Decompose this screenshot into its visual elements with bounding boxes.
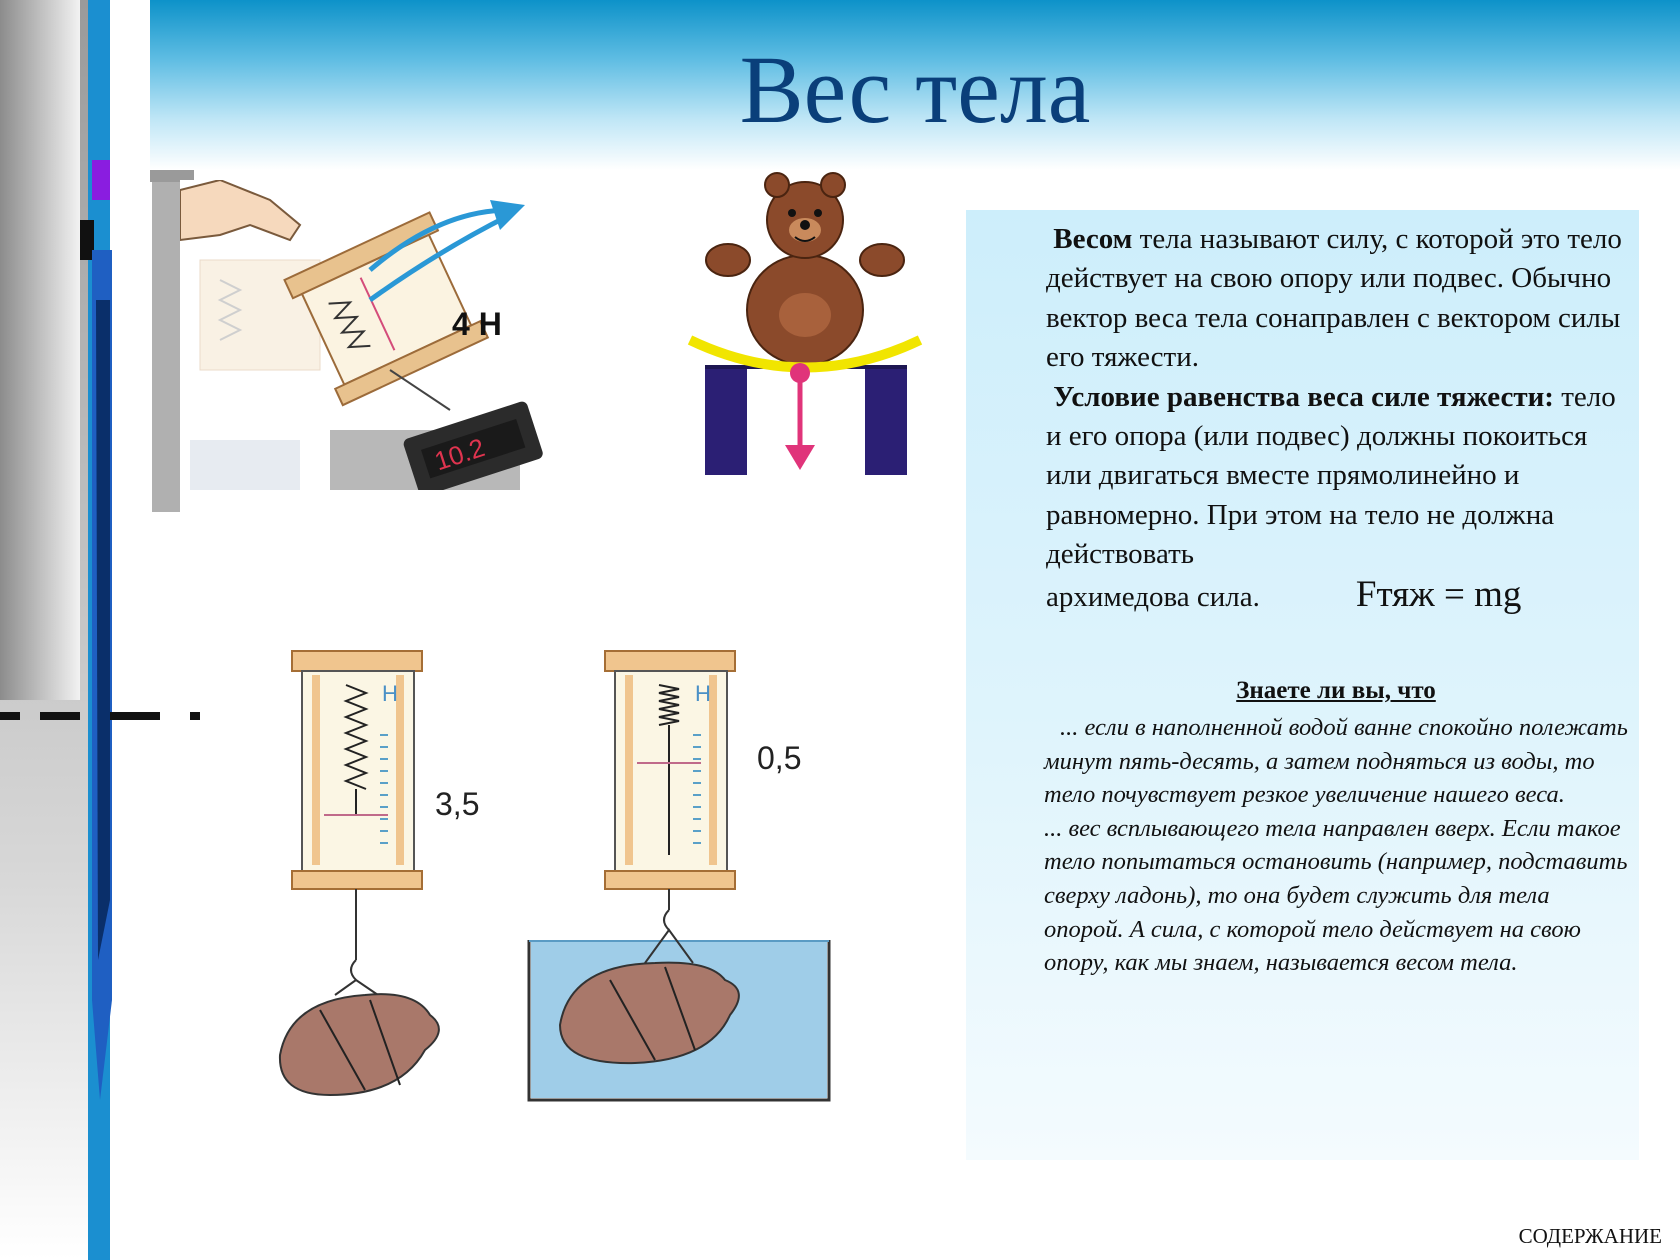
dynamometer-water-illustration (525, 645, 835, 1105)
bear-on-support-illustration (680, 165, 930, 475)
formula-line (1046, 575, 1626, 617)
did-you-know-title: Знаете ли вы, что (1236, 677, 1436, 704)
did-you-know-paragraph-1: ... если в наполненной водой ванне спокойно полежать минут пять-десять, а затем подняться из воды, то тело почувствует резкое увеличение нашего веса. (1044, 714, 1628, 809)
dynamometer-air-reading: 3,5 (435, 786, 480, 822)
definition-paragraph (1046, 220, 1626, 378)
did-you-know-text (1044, 711, 1634, 980)
gravity-formula: Fтяж = mg (1355, 573, 1522, 615)
left-decorative-strip (0, 0, 200, 1260)
dynamometer-water-unit: Н (695, 681, 711, 706)
contents-link[interactable]: СОДЕРЖАНИЕ (1518, 1224, 1662, 1248)
condition-last-line: архимедова сила. (1046, 580, 1260, 613)
digital-display-text: 10.2 (430, 432, 489, 477)
condition-heading: Условие равенства веса силе тяжести: (1053, 380, 1554, 413)
dynamometer-air-unit: Н (382, 681, 398, 706)
spring-scale-hand-illustration (180, 180, 580, 490)
page-title: Вес тела (739, 36, 1091, 143)
condition-text: тело и его опора (или подвес) должны покоиться или двигаться вместе прямолинейно и равномерно. При этом на тело не должна действовать (1046, 380, 1616, 571)
definition-term: Весом (1053, 223, 1133, 255)
definition-text-block (1046, 220, 1626, 617)
did-you-know-paragraph-2: ... вес всплывающего тела направлен вверх. Если такое тело попытаться остановить (например, подставить сверху ладонь), то она будет служить для тела опорой. А сила, с которой тело действует на свою опору, как мы знаем, называется весом тела. (1044, 814, 1628, 977)
condition-paragraph (1046, 378, 1626, 575)
dynamometer-water-reading: 0,5 (757, 740, 802, 776)
definition-text: тела называют силу, с которой это тело действует на свою опору или подвес. Обычно вектор веса тела сонаправлен с вектором силы его тяжести. (1046, 223, 1622, 374)
dynamometer-air-illustration (270, 645, 510, 1110)
spring-scale-reading: 4 Н (452, 306, 502, 342)
